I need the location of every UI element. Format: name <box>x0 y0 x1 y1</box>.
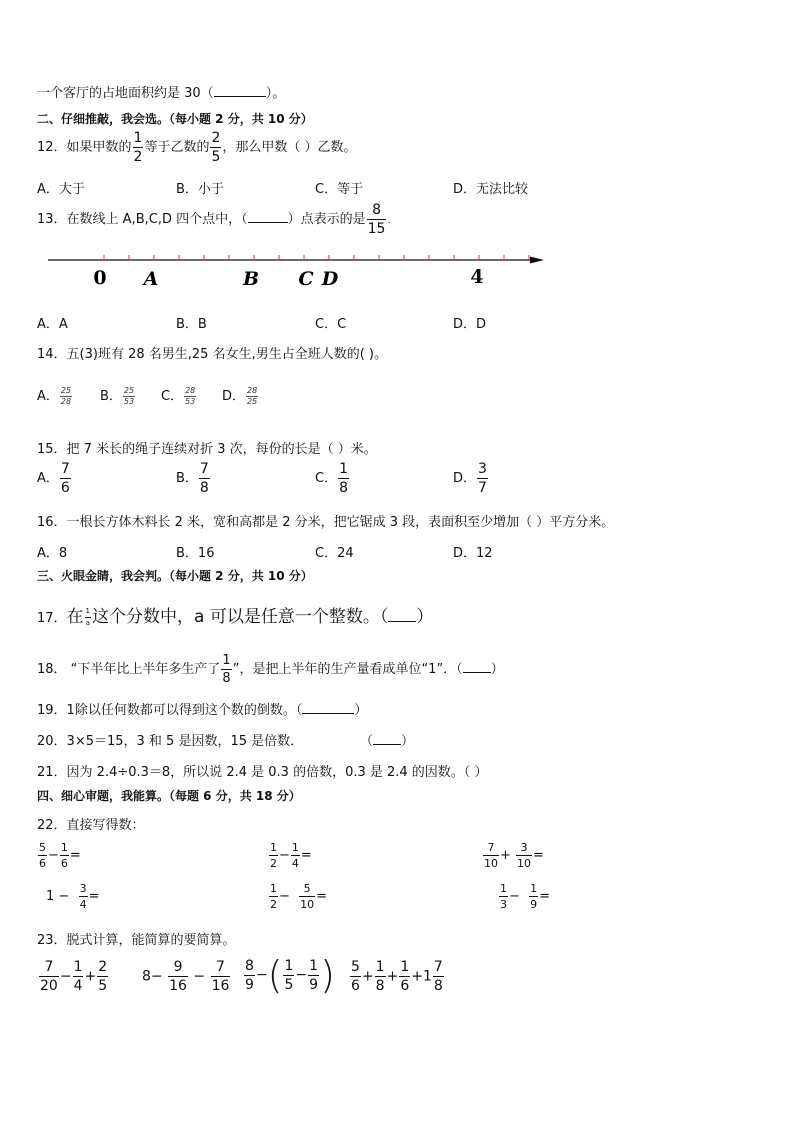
q12-option-c[interactable]: C．等于 <box>315 182 364 197</box>
q13-option-a[interactable]: A．A <box>37 317 68 332</box>
q12-option-b[interactable]: B．小于 <box>176 182 224 197</box>
q16-option-a[interactable]: A．8 <box>37 546 68 561</box>
fraction: $\frac{8}{15}$ <box>367 202 386 237</box>
q16-option-c[interactable]: C．24 <box>315 546 354 561</box>
q15-option-c[interactable]: C． $\frac{1}{8}$ <box>315 461 348 496</box>
answer-blank[interactable] <box>302 701 354 714</box>
q15-option-a[interactable]: A． $\frac{7}{6}$ <box>37 461 70 496</box>
q23-expr-2: 8− $\frac{9}{16}$ − $\frac{7}{16}$ <box>142 959 230 994</box>
question-19: 19．1除以任何数都可以得到这个数的倒数。（ ） <box>37 703 368 718</box>
number-line-arrow <box>530 257 544 264</box>
fraction: $\frac{2}{5}$ <box>211 130 221 165</box>
label-four: 4 <box>470 266 484 288</box>
q15-option-d[interactable]: D． $\frac{3}{7}$ <box>453 461 487 496</box>
q22-expr-2: $\frac{1}{2}$ − $\frac{1}{4}$ = <box>270 841 312 870</box>
answer-blank[interactable] <box>373 732 401 745</box>
question-13: 13．在数线上 A,B,C,D 四个点中，（ ）点表示的是 $\frac{8}{15}$ . <box>37 202 391 237</box>
q22-expr-4: 1 − $\frac{3}{4}$ = <box>46 882 100 911</box>
question-16: 16．一根长方体木料长 2 米，宽和高都是 2 分米，把它锯成 3 段，表面积至少增加（ ）平方分米。 <box>37 515 615 530</box>
question-17: 17．在 $\frac{1}{a}$ 这个分数中，a 可以是任意一个整数。（ ） <box>37 607 434 627</box>
q14-option-d[interactable]: D． $\frac{28}{25}$ <box>222 386 258 406</box>
question-22-title: 22．直接写得数： <box>37 818 145 833</box>
label-point-a: A <box>143 268 159 290</box>
question-23-title: 23．脱式计算，能简算的要简算。 <box>37 933 236 948</box>
answer-blank[interactable] <box>463 660 491 673</box>
question-20: 20．3×5＝15，3 和 5 是因数，15 是倍数． <box>37 734 304 749</box>
q14-option-a[interactable]: A． $\frac{25}{28}$ <box>37 386 72 406</box>
q14-option-b[interactable]: B． $\frac{25}{53}$ <box>100 386 135 406</box>
q16-option-b[interactable]: B．16 <box>176 546 215 561</box>
answer-blank[interactable] <box>388 609 416 622</box>
label-zero: 0 <box>93 267 107 289</box>
q23-expr-4: $\frac{5}{6}$ + $\frac{1}{8}$ + $\frac{1}{6}$ +1 $\frac{7}{8}$ <box>351 959 443 994</box>
label-point-c: C <box>298 268 314 290</box>
q22-expr-3: $\frac{7}{10}$ + $\frac{3}{10}$ = <box>484 841 544 870</box>
q23-expr-1: $\frac{7}{20}$ − $\frac{1}{4}$ + $\frac{2}{5}$ <box>40 959 108 994</box>
q16-option-d[interactable]: D．12 <box>453 546 493 561</box>
q13-option-c[interactable]: C．C <box>315 317 347 332</box>
answer-blank[interactable] <box>214 84 266 97</box>
q13-option-b[interactable]: B．B <box>176 317 207 332</box>
question-14: 14．五(3)班有 28 名男生,25 名女生,男生占全班人数的( )。 <box>37 347 387 362</box>
section-2-heading: 二、仔细推敲，我会选。（每小题 2 分，共 10 分） <box>37 112 313 126</box>
q12-option-a[interactable]: A．大于 <box>37 182 85 197</box>
section-3-heading: 三、火眼金睛，我会判。（每小题 2 分，共 10 分） <box>37 569 313 583</box>
q23-expr-3: $\frac{8}{9}$ −( $\frac{1}{5}$ − $\frac{1}{9}$ ) <box>245 953 335 997</box>
section-4-heading: 四、细心审题，我能算。（每题 6 分，共 18 分） <box>37 789 301 803</box>
q22-expr-6: $\frac{1}{3}$ − $\frac{1}{9}$ = <box>500 882 551 911</box>
q12-option-d[interactable]: D．无法比较 <box>453 182 529 197</box>
answer-blank[interactable] <box>248 210 288 223</box>
question-21: 21．因为 2.4÷0.3＝8，所以说 2.4 是 0.3 的倍数，0.3 是 2.4 的因数。（ ） <box>37 765 488 780</box>
q20-answer: （ ） <box>360 734 415 749</box>
q13-option-d[interactable]: D．D <box>453 317 487 332</box>
q22-expr-5: $\frac{1}{2}$ − $\frac{5}{10}$ = <box>270 882 328 911</box>
q14-option-c[interactable]: C． $\frac{28}{53}$ <box>161 386 196 406</box>
fraction: $\frac{1}{2}$ <box>133 130 143 165</box>
number-line <box>40 248 550 292</box>
q11-tail: 一个客厅的占地面积约是 30（ ）。 <box>37 86 286 101</box>
label-point-d: D <box>321 268 339 290</box>
label-point-b: B <box>242 268 260 290</box>
question-12: 12．如果甲数的 $\frac{1}{2}$ 等于乙数的 $\frac{2}{5}$ ，那么甲数（ ）乙数。 <box>37 130 357 165</box>
q15-option-b[interactable]: B． $\frac{7}{8}$ <box>176 461 209 496</box>
question-18: 18． “下半年比上半年多生产了 $\frac{1}{8}$ ”，是把上半年的生产量看成单位“1”．（ ） <box>37 653 504 686</box>
question-15: 15．把 7 米长的绳子连续对折 3 次，每份的长是（ ）米。 <box>37 442 377 457</box>
q22-expr-1: $\frac{5}{6}$ − $\frac{1}{6}$ = <box>39 841 81 870</box>
